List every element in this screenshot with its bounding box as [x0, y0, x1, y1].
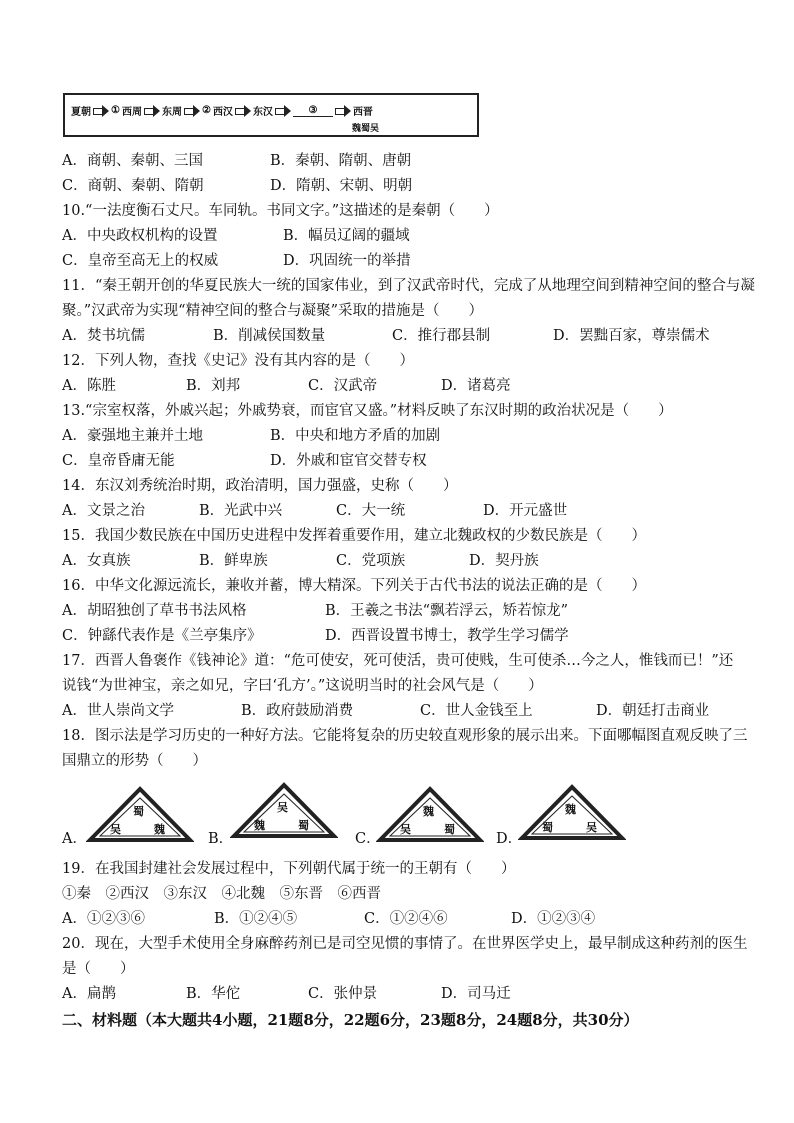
q13-option-a: A．豪强地主兼并土地 — [62, 428, 203, 444]
arrow-icon — [235, 106, 251, 116]
q15-option-a: A．女真族 — [62, 553, 131, 569]
q10-option-b: B．幅员辽阔的疆域 — [283, 228, 410, 244]
q9-option-c: C．商朝、秦朝、隋朝 — [62, 178, 204, 194]
q20-option-a: A．扁鹊 — [62, 986, 116, 1002]
q20-option-d: D．司马迁 — [441, 986, 511, 1002]
q19-option-a: A．①②③⑥ — [62, 911, 145, 927]
q15-option-c: C．党项族 — [336, 553, 406, 569]
flow-item: 西汉 — [212, 107, 233, 118]
q13-stem: 13.“宗室权落，外戚兴起；外戚势衰，而宦官又盛。”材料反映了东汉时期的政治状况是（ ） — [62, 403, 673, 419]
q11-option-d: D．罢黜百家，尊崇儒术 — [553, 328, 710, 344]
q12-option-d: D．诸葛亮 — [441, 378, 511, 394]
arrow-icon — [275, 106, 291, 116]
triangle-diagram-d — [518, 784, 626, 842]
q19-option-d: D．①②③④ — [511, 911, 596, 927]
q18-option-c: C． — [355, 831, 381, 847]
tri-a-left: 吴 — [110, 823, 121, 836]
flow-item: ② — [201, 105, 211, 116]
q15-option-d: D．契丹族 — [469, 553, 539, 569]
q18-option-a: A． — [62, 831, 87, 847]
flow-item: 东汉 — [252, 107, 273, 118]
q16-option-a: A．胡昭独创了草书书法风格 — [62, 603, 247, 619]
q18-stem-line2: 国鼎立的形势（ ） — [62, 753, 207, 769]
q14-option-b: B．光武中兴 — [199, 503, 283, 519]
q12-option-c: C．汉武帝 — [308, 378, 378, 394]
flow-item: 西周 — [121, 107, 142, 118]
q20-stem-line2: 是（ ） — [62, 961, 135, 977]
q14-option-a: A．文景之治 — [62, 503, 145, 519]
q16-option-d: D．西晋设置书博士，教学生学习儒学 — [325, 628, 569, 644]
q9-option-d: D．隋朝、宋朝、明朝 — [270, 178, 413, 194]
tri-d-right: 吴 — [586, 821, 597, 834]
q11-stem-line2: 聚。”汉武帝为实现“精神空间的整合与凝聚”采取的措施是（ ） — [62, 303, 483, 319]
triangle-diagram-b — [230, 782, 338, 840]
section-heading: 二、材料题（本大题共4小题，21题8分，22题6分，23题8分，24题8分，共30分） — [62, 1011, 639, 1029]
flow-item: 东周 — [161, 107, 182, 118]
arrow-icon — [144, 106, 160, 116]
flow-item: 夏朝 — [71, 107, 91, 118]
q13-option-b: B．中央和地方矛盾的加剧 — [270, 428, 441, 444]
q14-stem: 14．东汉刘秀统治时期，政治清明，国力强盛，史称（ ） — [62, 478, 458, 494]
q14-option-d: D．开元盛世 — [483, 503, 568, 519]
q19-items: ①秦 ②西汉 ③东汉 ④北魏 ⑤东晋 ⑥西晋 — [62, 886, 381, 902]
q20-stem-line1: 20．现在，大型手术使用全身麻醉药剂已是司空见惯的事情了。在世界医学史上，最早制成这种药剂的医生 — [62, 936, 748, 952]
q18-stem-line1: 18．图示法是学习历史的一种好方法。它能将复杂的历史较直观形象的展示出来。下面哪幅图直观反映了三 — [62, 728, 748, 744]
triangle-diagram-a — [86, 786, 194, 844]
q10-option-a: A．中央政权机构的设置 — [62, 228, 218, 244]
q19-option-b: B．①②④⑤ — [214, 911, 298, 927]
q11-option-a: A．焚书坑儒 — [62, 328, 145, 344]
q19-option-c: C．①②④⑥ — [364, 911, 448, 927]
q12-option-a: A．陈胜 — [62, 378, 116, 394]
q9-option-b: B．秦朝、隋朝、唐朝 — [270, 153, 412, 169]
tri-b-right: 蜀 — [298, 819, 309, 832]
q15-stem: 15．我国少数民族在中国历史进程中发挥着重要作用，建立北魏政权的少数民族是（ ） — [62, 528, 646, 544]
q11-option-c: C．推行郡县制 — [392, 328, 491, 344]
tri-d-left: 蜀 — [542, 821, 553, 834]
q12-option-b: B．刘邦 — [186, 378, 241, 394]
q16-stem: 16．中华文化源远流长，兼收并蓄，博大精深。下列关于古代书法的说法正确的是（ ） — [62, 578, 646, 594]
arrow-icon — [335, 106, 351, 116]
arrow-icon — [184, 106, 200, 116]
tri-b-top: 吴 — [277, 801, 288, 814]
q20-option-c: C．张仲景 — [308, 986, 378, 1002]
q11-stem-line1: 11．“秦王朝开创的华夏民族大一统的国家伟业，到了汉武帝时代，完成了从地理空间到精神空间的整合与凝 — [62, 278, 755, 294]
flow-blank: ③ — [293, 105, 333, 117]
q10-option-d: D．巩固统一的举措 — [283, 253, 411, 269]
q9-option-a: A．商朝、秦朝、三国 — [62, 153, 203, 169]
tri-c-top: 魏 — [423, 805, 434, 818]
q17-option-d: D．朝廷打击商业 — [596, 703, 710, 719]
q11-option-b: B．削减侯国数量 — [213, 328, 326, 344]
q15-option-b: B．鲜卑族 — [199, 553, 268, 569]
q17-option-b: B．政府鼓励消费 — [241, 703, 354, 719]
tri-b-left: 魏 — [254, 819, 265, 832]
q10-stem: 10.“一法度衡石丈尺。车同轨。书同文字。”这描述的是秦朝（ ） — [62, 203, 499, 219]
triangle-diagram-c — [376, 786, 484, 844]
dynasty-flow-diagram — [63, 93, 479, 137]
q16-option-c: C．钟繇代表作是《兰亭集序》 — [62, 628, 262, 644]
tri-a-top: 蜀 — [133, 805, 144, 818]
q20-option-b: B．华佗 — [186, 986, 241, 1002]
tri-c-right: 蜀 — [444, 823, 455, 836]
q13-option-d: D．外戚和宦官交替专权 — [270, 453, 427, 469]
flow-note: 魏蜀吴 — [352, 124, 380, 134]
q17-option-c: C．世人金钱至上 — [420, 703, 533, 719]
tri-a-right: 魏 — [154, 823, 165, 836]
q18-option-d: D． — [496, 831, 523, 847]
q17-stem-line2: 说钱“为世神宝，亲之如兄，字曰‘孔方’。”这说明当时的社会风气是（ ） — [62, 678, 543, 694]
arrow-icon — [93, 106, 109, 116]
flow-item: ① — [111, 105, 120, 116]
q17-option-a: A．世人崇尚文学 — [62, 703, 174, 719]
q19-stem: 19．在我国封建社会发展过程中，下列朝代属于统一的王朝有（ ） — [62, 861, 516, 877]
q16-option-b: B．王羲之书法“飘若浮云，矫若惊龙” — [325, 603, 568, 619]
q14-option-c: C．大一统 — [336, 503, 406, 519]
q18-option-b: B． — [208, 831, 234, 847]
flow-item: 西晋 — [352, 107, 373, 118]
q10-option-c: C．皇帝至高无上的权威 — [62, 253, 219, 269]
tri-c-left: 吴 — [400, 823, 411, 836]
q13-option-c: C．皇帝昏庸无能 — [62, 453, 175, 469]
q17-stem-line1: 17．西晋人鲁褒作《钱神论》道：“危可使安，死可使活，贵可使贱，生可使杀…今之人，惟钱而已！”还 — [62, 653, 734, 669]
q12-stem: 12．下列人物，查找《史记》没有其内容的是（ ） — [62, 353, 414, 369]
tri-d-top: 魏 — [565, 803, 576, 816]
